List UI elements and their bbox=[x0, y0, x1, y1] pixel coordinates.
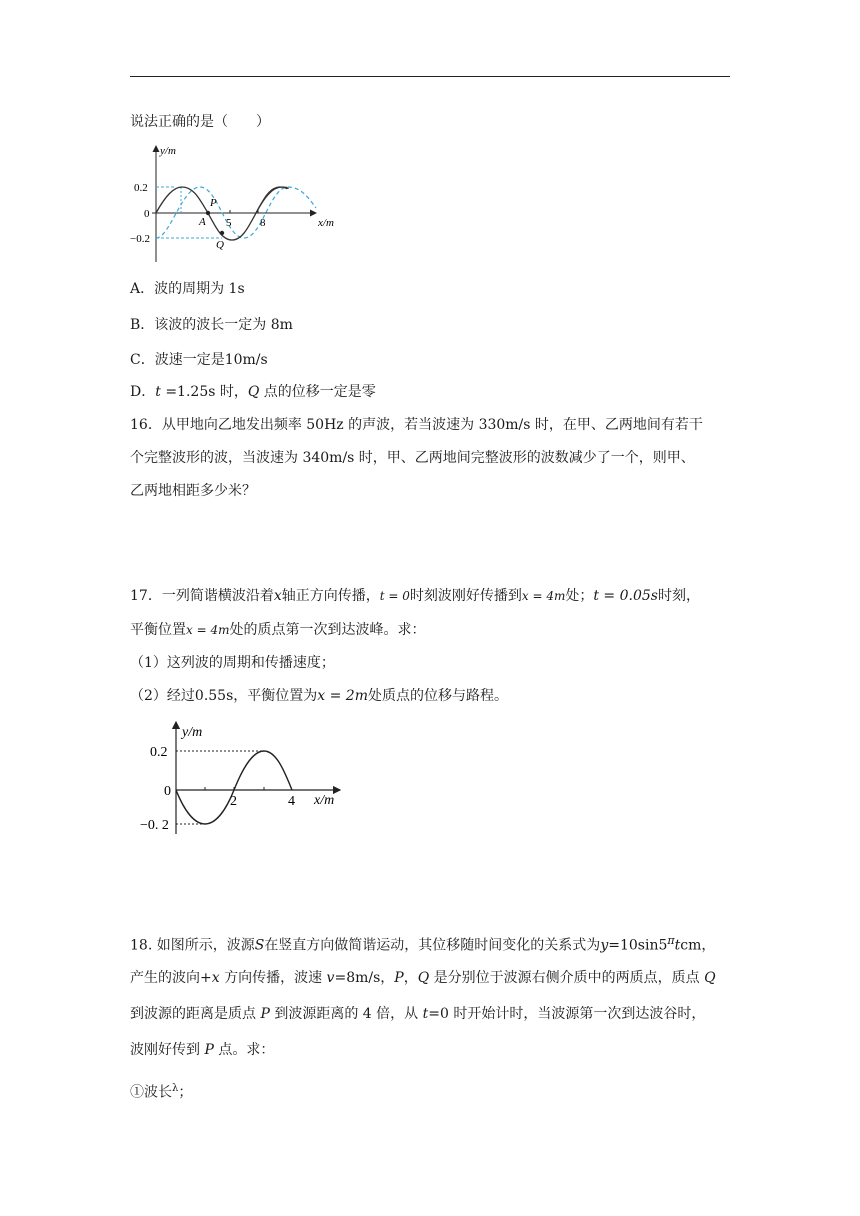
q17-sub-1: （1）这列波的周期和传播速度； bbox=[130, 655, 335, 671]
q17-x-axis-label: x/m bbox=[314, 793, 335, 808]
q15-label-q: Q bbox=[216, 239, 224, 251]
q17-tick-2: 2 bbox=[230, 794, 237, 809]
q15-origin: 0 bbox=[144, 208, 150, 220]
q15-label-p: P bbox=[210, 197, 217, 209]
q17-wave-figure bbox=[130, 718, 350, 838]
q15-tick-neg02: −0.2 bbox=[130, 233, 150, 245]
q17-line-1: 17．一列简谐横波沿着x轴正方向传播，t = 0时刻波刚好传播到x = 4m处；t = 0.05s时刻， bbox=[130, 588, 700, 604]
q17-origin: 0 bbox=[164, 784, 171, 799]
q17-tick-4: 4 bbox=[288, 794, 295, 809]
q17-sub-2: （2）经过0.55s，平衡位置为x = 2m处质点的位移与路程。 bbox=[130, 688, 508, 704]
q18-line-4: 波刚好传到 P 点。求： bbox=[130, 1042, 275, 1058]
q15-point-p bbox=[206, 211, 210, 215]
q17-y-axis-label: y/m bbox=[182, 725, 203, 740]
q15-tick-8: 8 bbox=[260, 217, 266, 229]
q16-line-3: 乙两地相距多少米？ bbox=[130, 483, 256, 499]
header-rule bbox=[130, 76, 730, 77]
q17-tick-neg02: −0. 2 bbox=[140, 818, 169, 833]
q15-label-a: A bbox=[199, 216, 206, 228]
q15-option-a: A．波的周期为 1s bbox=[130, 281, 245, 297]
q15-point-q bbox=[220, 231, 224, 235]
q15-y-axis-label: y/m bbox=[160, 145, 176, 157]
q18-line-2: 产生的波向+x 方向传播，波速 v=8m/s，P，Q 是分别位于波源右侧介质中的两质点，质点 Q bbox=[130, 970, 716, 986]
q15-option-b: B．该波的波长一定为 8m bbox=[130, 317, 293, 333]
q15-tick-02: 0.2 bbox=[134, 182, 148, 194]
q15-option-d: D．t =1.25s 时，Q 点的位移一定是零 bbox=[130, 384, 376, 400]
q15-tick-5: 5 bbox=[226, 217, 232, 229]
q15-wave-figure bbox=[130, 140, 350, 265]
q18-line-3: 到波源的距离是质点 P 到波源距离的 4 倍，从 t=0 时开始计时，当波源第一次到达波谷时， bbox=[130, 1006, 706, 1022]
q17-tick-02: 0.2 bbox=[150, 745, 168, 760]
q15-stem-tail: 说法正确的是（ ） bbox=[130, 114, 270, 130]
q18-line-1: 18. 如图所示，波源S在竖直方向做简谐运动，其位移随时间变化的关系式为$y=10\sin 5^\pi tcm$， bbox=[130, 934, 716, 954]
q15-option-c: C．波速一定是10m/s bbox=[130, 352, 268, 368]
q16-line-1: 16．从甲地向乙地发出频率 50Hz 的声波，若当波速为 330m/s 时，在甲、乙两地间有若干 bbox=[130, 417, 703, 433]
q16-line-2: 个完整波形的波，当波速为 340m/s 时，甲、乙两地间完整波形的波数减少了一个，则甲、 bbox=[130, 450, 695, 466]
q15-x-axis-label: x/m bbox=[318, 217, 334, 229]
q17-line-2: 平衡位置x = 4m处的质点第一次到达波峰。求： bbox=[130, 622, 426, 638]
q18-sub-1: ①波长$^\lambda$； bbox=[130, 1083, 193, 1101]
